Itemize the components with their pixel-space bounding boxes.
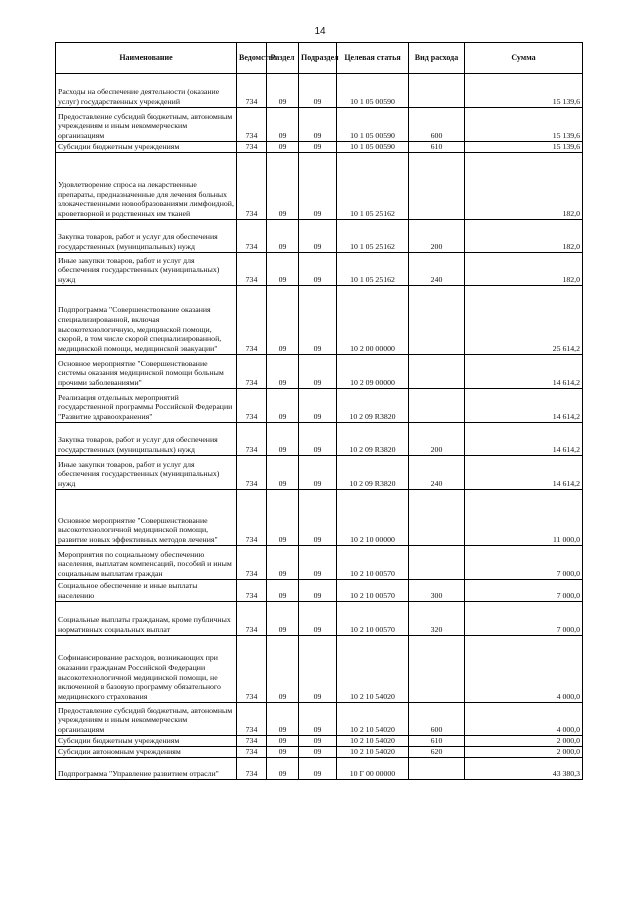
row-name: Расходы на обеспечение деятельности (оказание услуг) государственных учреждений [56, 74, 237, 108]
row-expense-type: 240 [409, 456, 465, 490]
row-target: 10 2 09 R3820 [337, 389, 409, 423]
row-expense-type: 620 [409, 747, 465, 758]
row-name: Закупка товаров, работ и услуг для обеспечения государственных (муниципальных) нужд [56, 220, 237, 253]
row-section: 09 [267, 602, 299, 636]
row-subsection: 09 [299, 355, 337, 389]
row-subsection: 09 [299, 286, 337, 355]
budget-table [55, 42, 583, 780]
row-target: 10 2 10 54020 [337, 636, 409, 703]
row-name: Предоставление субсидий бюджетным, автономным учреждениям и иным некоммерческим организациям [56, 703, 237, 736]
table-row [56, 423, 583, 456]
row-name: Иные закупки товаров, работ и услуг для обеспечения государственных (муниципальных) нужд [56, 253, 237, 286]
row-target: 10 2 10 00570 [337, 602, 409, 636]
row-sum: 7 000,0 [465, 580, 583, 602]
row-subsection: 09 [299, 108, 337, 142]
row-dept: 734 [237, 355, 267, 389]
row-subsection: 09 [299, 142, 337, 153]
row-target: 10 1 05 00590 [337, 108, 409, 142]
table-row [56, 153, 583, 220]
row-dept: 734 [237, 490, 267, 546]
row-dept: 734 [237, 423, 267, 456]
row-target: 10 2 09 R3820 [337, 456, 409, 490]
table-row [56, 456, 583, 490]
row-name: Субсидии бюджетным учреждениям [56, 736, 237, 747]
header-section: Раздел [267, 43, 299, 74]
row-section: 09 [267, 546, 299, 580]
table-row [56, 636, 583, 703]
table-row [56, 286, 583, 355]
row-sum: 4 000,0 [465, 636, 583, 703]
row-target: 10 2 09 R3820 [337, 423, 409, 456]
row-dept: 734 [237, 703, 267, 736]
row-subsection: 09 [299, 580, 337, 602]
row-sum: 7 000,0 [465, 546, 583, 580]
row-name: Удовлетворение спроса на лекарственные препараты, предназначенные для лечения больных злокачественными новообразованиями лимфоидной, кроветворной и родственных им тканей [56, 153, 237, 220]
row-section: 09 [267, 389, 299, 423]
row-dept: 734 [237, 636, 267, 703]
row-expense-type [409, 758, 465, 780]
row-expense-type: 610 [409, 142, 465, 153]
row-subsection: 09 [299, 602, 337, 636]
table-row [56, 703, 583, 736]
table-row [56, 490, 583, 546]
row-subsection: 09 [299, 636, 337, 703]
row-target: 10 2 10 54020 [337, 747, 409, 758]
row-section: 09 [267, 253, 299, 286]
table-row [56, 602, 583, 636]
row-target: 10 Г 00 00000 [337, 758, 409, 780]
row-expense-type [409, 153, 465, 220]
row-name: Софинансирование расходов, возникающих при оказании гражданам Российской Федерации высокотехнологичной медицинской помощи, не включенной в базовую программу обязательного медицинского страхования [56, 636, 237, 703]
row-dept: 734 [237, 580, 267, 602]
row-section: 09 [267, 286, 299, 355]
row-expense-type [409, 546, 465, 580]
row-subsection: 09 [299, 423, 337, 456]
header-expense-type: Вид расхода [409, 43, 465, 74]
row-subsection: 09 [299, 490, 337, 546]
row-sum: 2 000,0 [465, 736, 583, 747]
row-subsection: 09 [299, 456, 337, 490]
row-subsection: 09 [299, 736, 337, 747]
row-section: 09 [267, 747, 299, 758]
row-sum: 14 614,2 [465, 355, 583, 389]
row-expense-type: 300 [409, 580, 465, 602]
row-name: Предоставление субсидий бюджетным, автономным учреждениям и иным некоммерческим организациям [56, 108, 237, 142]
row-name: Субсидии бюджетным учреждениям [56, 142, 237, 153]
row-name: Мероприятия по социальному обеспечению населения, выплатам компенсаций, пособий и иным социальным выплатам граждан [56, 546, 237, 580]
row-name: Социальное обеспечение и иные выплаты населению [56, 580, 237, 602]
row-expense-type: 600 [409, 108, 465, 142]
row-section: 09 [267, 153, 299, 220]
row-dept: 734 [237, 747, 267, 758]
table-row [56, 758, 583, 780]
row-subsection: 09 [299, 153, 337, 220]
row-subsection: 09 [299, 253, 337, 286]
row-name: Подпрограмма "Управление развитием отрасли" [56, 758, 237, 780]
row-sum: 43 380,3 [465, 758, 583, 780]
table-row [56, 355, 583, 389]
table-header-row [56, 43, 583, 74]
table-body [56, 74, 583, 780]
row-sum: 14 614,2 [465, 389, 583, 423]
row-subsection: 09 [299, 74, 337, 108]
row-expense-type [409, 355, 465, 389]
header-dept: Ведомство [237, 43, 267, 74]
row-name: Основное мероприятие "Совершенствование системы оказания медицинской помощи больным прочими заболеваниями" [56, 355, 237, 389]
row-dept: 734 [237, 286, 267, 355]
row-sum: 15 139,6 [465, 74, 583, 108]
row-target: 10 2 10 54020 [337, 736, 409, 747]
table-row [56, 108, 583, 142]
table-row [56, 142, 583, 153]
row-expense-type: 600 [409, 703, 465, 736]
row-name: Субсидии автономным учреждениям [56, 747, 237, 758]
row-dept: 734 [237, 456, 267, 490]
row-dept: 734 [237, 602, 267, 636]
row-target: 10 1 05 00590 [337, 74, 409, 108]
row-target: 10 2 10 00000 [337, 490, 409, 546]
row-dept: 734 [237, 758, 267, 780]
row-target: 10 2 10 54020 [337, 703, 409, 736]
row-dept: 734 [237, 389, 267, 423]
header-target: Целевая статья [337, 43, 409, 74]
row-dept: 734 [237, 736, 267, 747]
table-row [56, 389, 583, 423]
header-subsection: Подраздел [299, 43, 337, 74]
row-name: Подпрограмма "Совершенствование оказания специализированной, включая высокотехнологичную, медицинской помощи, скорой, в том числе скорой специализированной, медицинской помощи, медицинской эвакуации" [56, 286, 237, 355]
table-row [56, 546, 583, 580]
row-dept: 734 [237, 74, 267, 108]
row-expense-type: 200 [409, 220, 465, 253]
row-name: Иные закупки товаров, работ и услуг для обеспечения государственных (муниципальных) нужд [56, 456, 237, 490]
row-expense-type: 610 [409, 736, 465, 747]
row-section: 09 [267, 736, 299, 747]
row-target: 10 2 10 00570 [337, 546, 409, 580]
row-subsection: 09 [299, 220, 337, 253]
row-name: Реализация отдельных мероприятий государственной программы Российской Федерации "Развитие здравоохранения" [56, 389, 237, 423]
row-dept: 734 [237, 108, 267, 142]
row-target: 10 1 05 00590 [337, 142, 409, 153]
row-section: 09 [267, 636, 299, 703]
row-sum: 11 000,0 [465, 490, 583, 546]
row-expense-type [409, 286, 465, 355]
table-row [56, 736, 583, 747]
row-section: 09 [267, 108, 299, 142]
table-row [56, 74, 583, 108]
row-section: 09 [267, 490, 299, 546]
row-dept: 734 [237, 142, 267, 153]
row-subsection: 09 [299, 546, 337, 580]
row-section: 09 [267, 423, 299, 456]
row-section: 09 [267, 580, 299, 602]
row-target: 10 1 05 25162 [337, 153, 409, 220]
row-sum: 15 139,6 [465, 142, 583, 153]
row-name: Основное мероприятие "Совершенствование высокотехнологичной медицинской помощи, развитие новых эффективных методов лечения" [56, 490, 237, 546]
header-name: Наименование [56, 43, 237, 74]
row-sum: 2 000,0 [465, 747, 583, 758]
table-row [56, 220, 583, 253]
row-section: 09 [267, 142, 299, 153]
page-number: 14 [314, 26, 326, 37]
row-expense-type [409, 490, 465, 546]
row-sum: 14 614,2 [465, 423, 583, 456]
row-subsection: 09 [299, 758, 337, 780]
row-target: 10 2 00 00000 [337, 286, 409, 355]
row-section: 09 [267, 220, 299, 253]
row-section: 09 [267, 355, 299, 389]
row-expense-type: 320 [409, 602, 465, 636]
table-row [56, 253, 583, 286]
row-sum: 182,0 [465, 220, 583, 253]
table-row [56, 580, 583, 602]
row-expense-type [409, 636, 465, 703]
row-subsection: 09 [299, 703, 337, 736]
table-row [56, 747, 583, 758]
row-sum: 7 000,0 [465, 602, 583, 636]
row-section: 09 [267, 74, 299, 108]
row-section: 09 [267, 703, 299, 736]
row-target: 10 1 05 25162 [337, 220, 409, 253]
row-sum: 182,0 [465, 153, 583, 220]
row-target: 10 2 09 00000 [337, 355, 409, 389]
row-sum: 25 614,2 [465, 286, 583, 355]
row-sum: 182,0 [465, 253, 583, 286]
row-target: 10 2 10 00570 [337, 580, 409, 602]
row-expense-type: 200 [409, 423, 465, 456]
row-expense-type [409, 74, 465, 108]
row-subsection: 09 [299, 747, 337, 758]
row-name: Закупка товаров, работ и услуг для обеспечения государственных (муниципальных) нужд [56, 423, 237, 456]
row-expense-type [409, 389, 465, 423]
row-name: Социальные выплаты гражданам, кроме публичных нормативных социальных выплат [56, 602, 237, 636]
row-subsection: 09 [299, 389, 337, 423]
row-section: 09 [267, 758, 299, 780]
row-expense-type: 240 [409, 253, 465, 286]
row-target: 10 1 05 25162 [337, 253, 409, 286]
row-dept: 734 [237, 220, 267, 253]
row-section: 09 [267, 456, 299, 490]
row-dept: 734 [237, 546, 267, 580]
row-dept: 734 [237, 153, 267, 220]
header-sum: Сумма [465, 43, 583, 74]
row-dept: 734 [237, 253, 267, 286]
row-sum: 14 614,2 [465, 456, 583, 490]
row-sum: 4 000,0 [465, 703, 583, 736]
row-sum: 15 139,6 [465, 108, 583, 142]
